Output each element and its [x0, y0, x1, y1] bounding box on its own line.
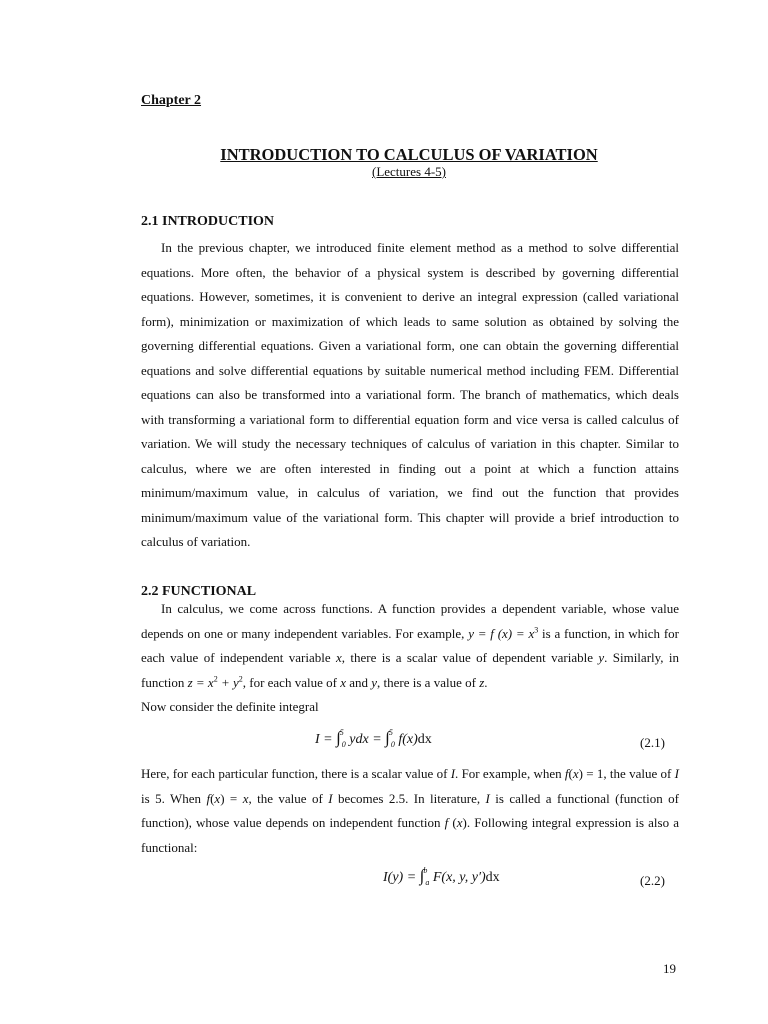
- paragraph-introduction: In the previous chapter, we introduced finite element method as a method to solve differential equations. More often, the behavior of a physical system is described by governing differential equations. However, sometimes, it is convenient to derive an integral expression (called variational form), minimization or maximization of which leads to same solution as obtained by solving the governing differential equations. Given a variational form, one can obtain the governing differential equations and solve differential equations by suitable numerical method including FEM. Differential equations can also be transformed into a variational form. The branch of mathematics, which deals with transforming a variational form to differential equation form and vice versa is called calculus of variation. We will study the necessary techniques of calculus of variation in this chapter. Similar to calculus, where we are often interested in finding out a point at which a function attains minimum/maximum value, in calculus of variation, we find out the function that provides minimum/maximum value of the variational form. This chapter will provide a brief introduction to calculus of variation.: [141, 240, 679, 549]
- section-heading-introduction: 2.1 INTRODUCTION: [141, 214, 275, 229]
- paragraph-functional-1: In calculus, we come across functions. A function provides a dependent variable, whose value depends on one or many independent variables. For example, y = f $(x) = x^3$ is a function, in which for each value of independent variable x, there is a scalar value of dependent variable y. Similarly, in function $z = x^2 + y^2$, for each value of x and y, there is a value of z.: [141, 601, 680, 690]
- paragraph-functional-3: Here, for each particular function, there is a scalar value of I. For example, when f(x) = 1, the value of I is 5. When f(x) = x, the value of I becomes 2.5. In literature, I is called a functional (function of function), whose value depends on independent function f (x). Following integral expression is also a functional:: [141, 766, 679, 855]
- equation-number-2-2: (2.2): [640, 873, 665, 888]
- equation-2-1: I = ∫$^5_0$ ydx = ∫$^5_0$ f(x)dx: [315, 728, 432, 749]
- paragraph-functional-2: Now consider the definite integral: [141, 699, 319, 714]
- page-subtitle: (Lectures 4-5): [372, 164, 446, 179]
- equation-number-2-1: (2.1): [640, 735, 665, 750]
- page-title: INTRODUCTION TO CALCULUS OF VARIATION: [220, 145, 598, 164]
- page-number: 19: [663, 961, 676, 976]
- equation-2-2: I(y) = ∫$^b_a$ F(x, y, y′)dx: [383, 866, 500, 887]
- chapter-label: Chapter 2: [141, 93, 202, 108]
- section-heading-functional: 2.2 FUNCTIONAL: [141, 584, 257, 599]
